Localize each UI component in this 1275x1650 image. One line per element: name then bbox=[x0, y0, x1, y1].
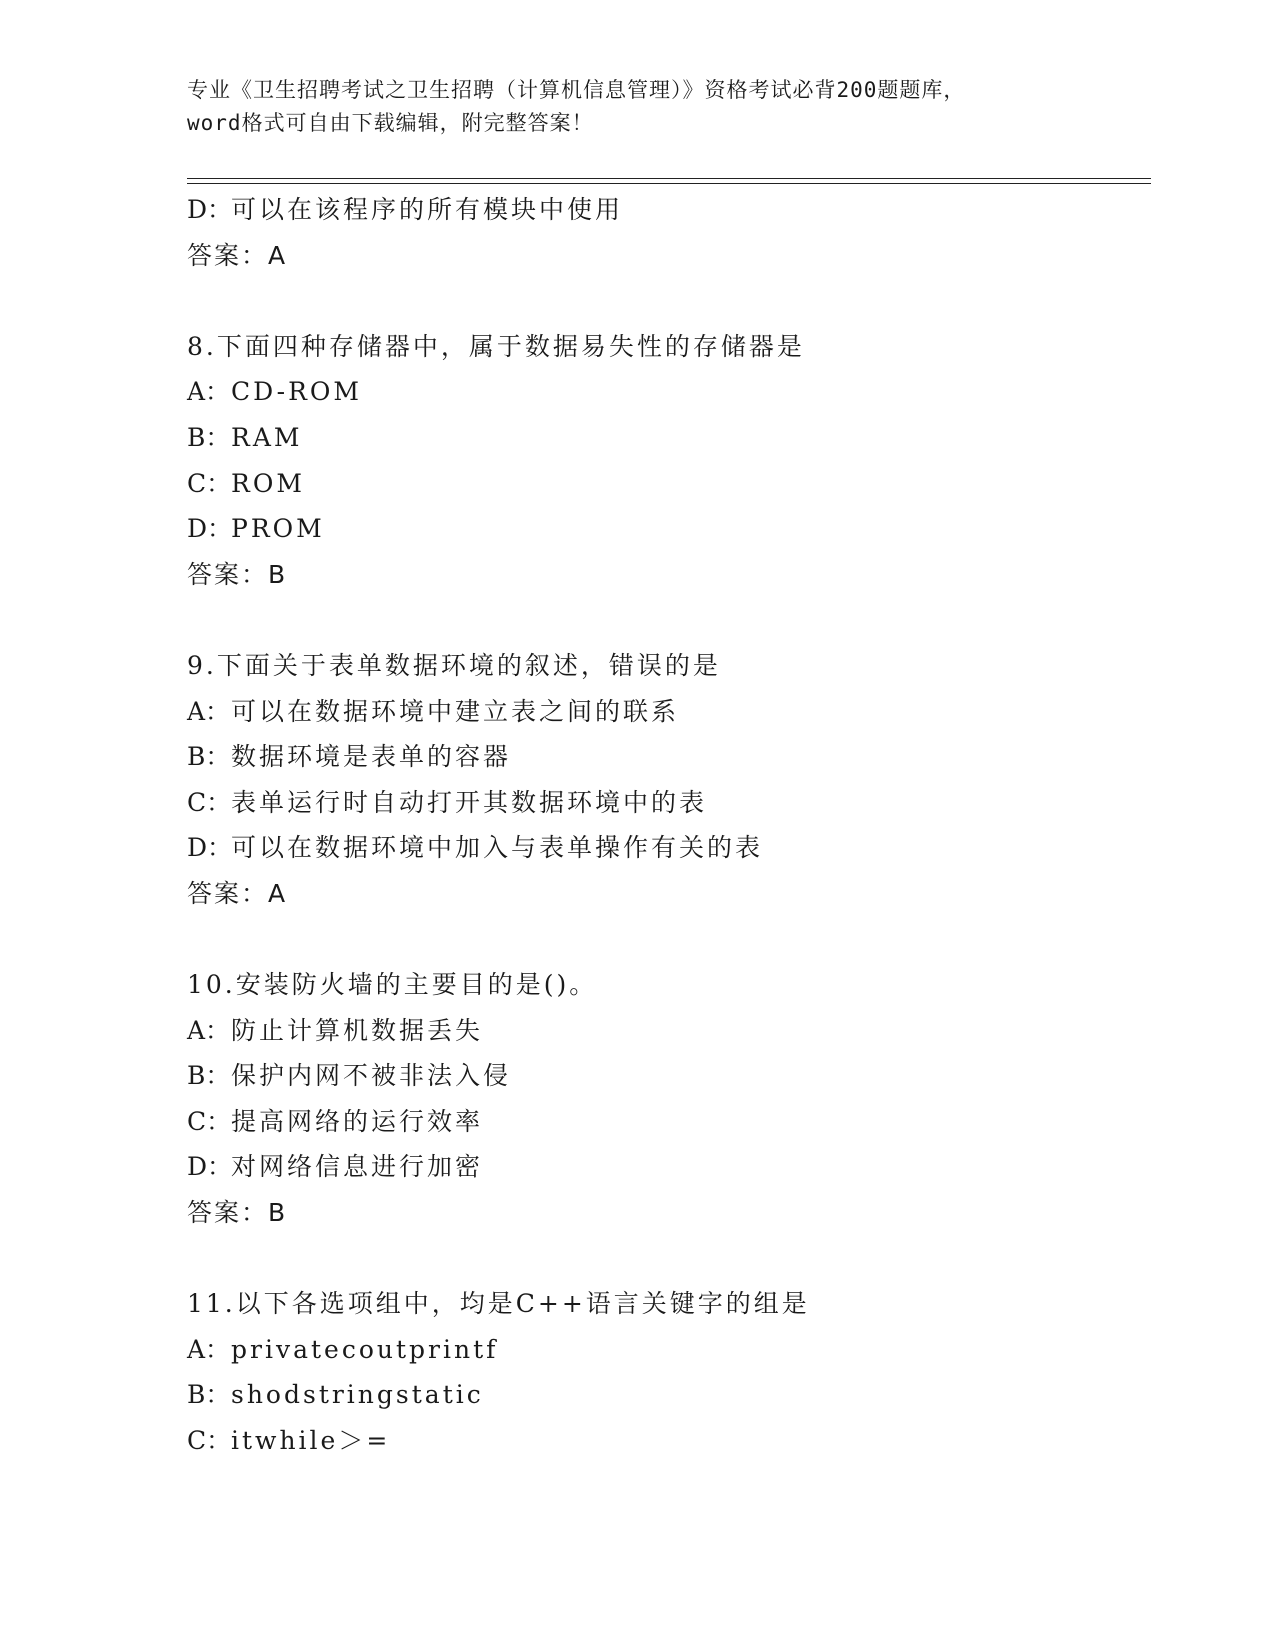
option-text: PROM bbox=[231, 514, 325, 544]
option-text: CD-ROM bbox=[231, 377, 363, 407]
option-label: C： bbox=[187, 1106, 232, 1136]
option-row bbox=[187, 1053, 1151, 1099]
option-text: itwhile＞= bbox=[231, 1426, 391, 1456]
header-divider-top bbox=[187, 178, 1151, 179]
header-line-2: word格式可自由下载编辑，附完整答案！ bbox=[187, 111, 594, 135]
option-row bbox=[187, 1099, 1151, 1145]
option-text: 防止计算机数据丢失 bbox=[231, 1015, 484, 1045]
answer-line: 答案：B bbox=[187, 559, 288, 589]
option-label: B： bbox=[187, 742, 231, 772]
option-text: 可以在该程序的所有模块中使用 bbox=[231, 195, 624, 224]
option-label: D： bbox=[187, 833, 233, 863]
answer-line: 答案：A bbox=[187, 240, 288, 270]
question-text: 8.下面四种存储器中，属于数据易失性的存储器是 bbox=[187, 331, 805, 361]
question-list bbox=[187, 187, 1151, 1464]
option-row bbox=[187, 187, 1151, 233]
option-row bbox=[187, 1418, 1151, 1464]
option-text: 可以在数据环境中加入与表单操作有关的表 bbox=[231, 833, 764, 863]
option-text: shodstringstatic bbox=[231, 1380, 484, 1410]
spacer bbox=[187, 597, 1151, 643]
option-row bbox=[187, 734, 1151, 780]
option-row bbox=[187, 461, 1151, 507]
option-label: B： bbox=[187, 1061, 231, 1091]
option-text: 提高网络的运行效率 bbox=[231, 1106, 484, 1136]
header-line-1: 专业《卫生招聘考试之卫生招聘（计算机信息管理）》资格考试必背200题题库， bbox=[187, 78, 966, 102]
option-row bbox=[187, 780, 1151, 826]
option-row bbox=[187, 1327, 1151, 1373]
option-label: C： bbox=[187, 468, 232, 498]
option-row bbox=[187, 369, 1151, 415]
header-divider-bottom bbox=[187, 183, 1151, 184]
option-text: 对网络信息进行加密 bbox=[231, 1152, 484, 1182]
option-label: D： bbox=[187, 195, 233, 224]
option-label: A： bbox=[187, 1334, 231, 1364]
spacer bbox=[187, 1236, 1151, 1282]
spacer bbox=[187, 917, 1151, 963]
spacer bbox=[187, 278, 1151, 324]
option-row bbox=[187, 1008, 1151, 1054]
option-text: ROM bbox=[231, 468, 305, 498]
option-label: B： bbox=[187, 422, 231, 452]
answer-line: 答案：B bbox=[187, 1198, 288, 1228]
option-row bbox=[187, 1372, 1151, 1418]
option-text: RAM bbox=[231, 422, 303, 452]
question-text: 9.下面关于表单数据环境的叙述，错误的是 bbox=[187, 650, 721, 680]
option-text: 数据环境是表单的容器 bbox=[231, 742, 512, 772]
option-text: privatecoutprintf bbox=[231, 1334, 499, 1364]
document-header bbox=[187, 74, 1087, 140]
option-row bbox=[187, 1144, 1151, 1190]
option-label: C： bbox=[187, 787, 232, 817]
option-text: 可以在数据环境中建立表之间的联系 bbox=[231, 696, 680, 726]
answer-line: 答案：A bbox=[187, 878, 288, 908]
option-label: C： bbox=[187, 1426, 232, 1456]
option-label: D： bbox=[187, 1152, 233, 1182]
option-text: 保护内网不被非法入侵 bbox=[231, 1061, 512, 1091]
question-text: 10.安装防火墙的主要目的是()。 bbox=[187, 970, 598, 1000]
option-label: A： bbox=[187, 377, 231, 407]
option-text: 表单运行时自动打开其数据环境中的表 bbox=[231, 787, 708, 817]
option-row bbox=[187, 506, 1151, 552]
option-row bbox=[187, 825, 1151, 871]
option-label: A： bbox=[187, 1015, 231, 1045]
option-label: B： bbox=[187, 1380, 231, 1410]
option-label: A： bbox=[187, 696, 231, 726]
question-text: 11.以下各选项组中，均是C++语言关键字的组是 bbox=[187, 1289, 810, 1319]
option-label: D： bbox=[187, 514, 233, 544]
option-row bbox=[187, 689, 1151, 735]
option-row bbox=[187, 415, 1151, 461]
